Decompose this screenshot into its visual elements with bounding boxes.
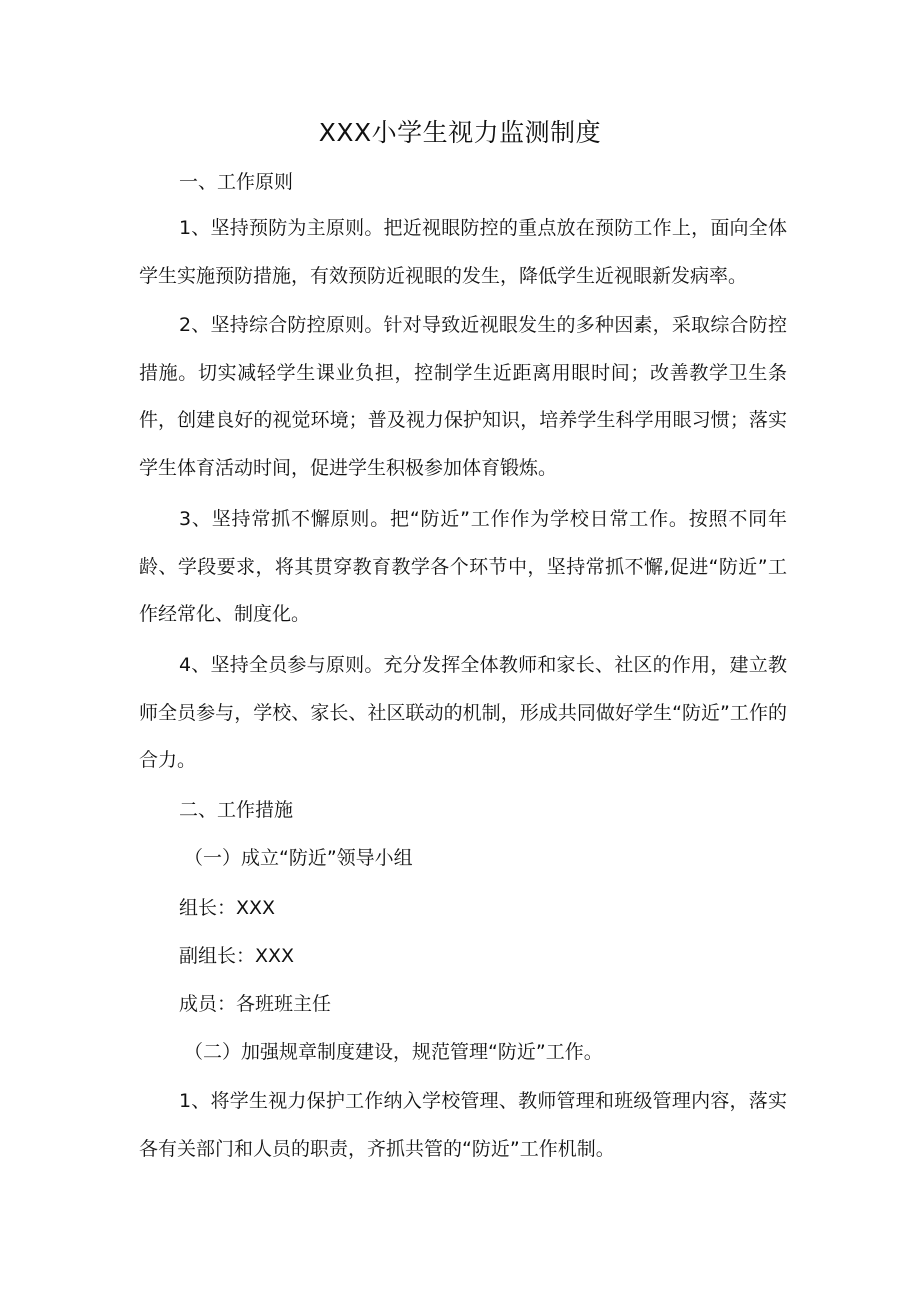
vice-group-leader: 副组长：XXX	[179, 945, 295, 967]
principle-paragraph-3: 3、坚持常抓不懈原则。把“防近”工作作为学校日常工作。按照不同年龄、学段要求，将其贯穿教育教学各个环节中，坚持常抓不懈,促进“防近”工作经常化、制度化。	[139, 508, 787, 625]
principle-paragraph-1: 1、坚持预防为主原则。把近视眼防控的重点放在预防工作上，面向全体学生实施预防措施，有效预防近视眼的发生，降低学生近视眼新发病率。	[139, 217, 787, 287]
subheading-regulations: （二）加强规章制度建设，规范管理“防近”工作。	[184, 1041, 603, 1063]
principle-paragraph-2: 2、坚持综合防控原则。针对导致近视眼发生的多种因素，采取综合防控措施。切实减轻学生课业负担，控制学生近距离用眼时间；改善教学卫生条件，创建良好的视觉环境；普及视力保护知识，培养学生科学用眼习惯；落实学生体育活动时间，促进学生积极参加体育锻炼。	[139, 314, 787, 479]
principle-paragraph-4: 4、坚持全员参与原则。充分发挥全体教师和家长、社区的作用，建立教师全员参与，学校、家长、社区联动的机制，形成共同做好学生“防近”工作的合力。	[139, 654, 787, 771]
subheading-leadership-group: （一）成立“防近”领导小组	[184, 847, 413, 869]
measure-paragraph-1: 1、将学生视力保护工作纳入学校管理、教师管理和班级管理内容，落实各有关部门和人员的职责，齐抓共管的“防近”工作机制。	[139, 1090, 787, 1160]
group-leader: 组长：XXX	[179, 897, 276, 919]
document-title: XXX小学生视力监测制度	[318, 118, 602, 147]
group-members: 成员：各班班主任	[179, 993, 332, 1015]
section-heading-principles: 一、工作原则	[179, 171, 294, 193]
section-heading-measures: 二、工作措施	[179, 799, 294, 821]
